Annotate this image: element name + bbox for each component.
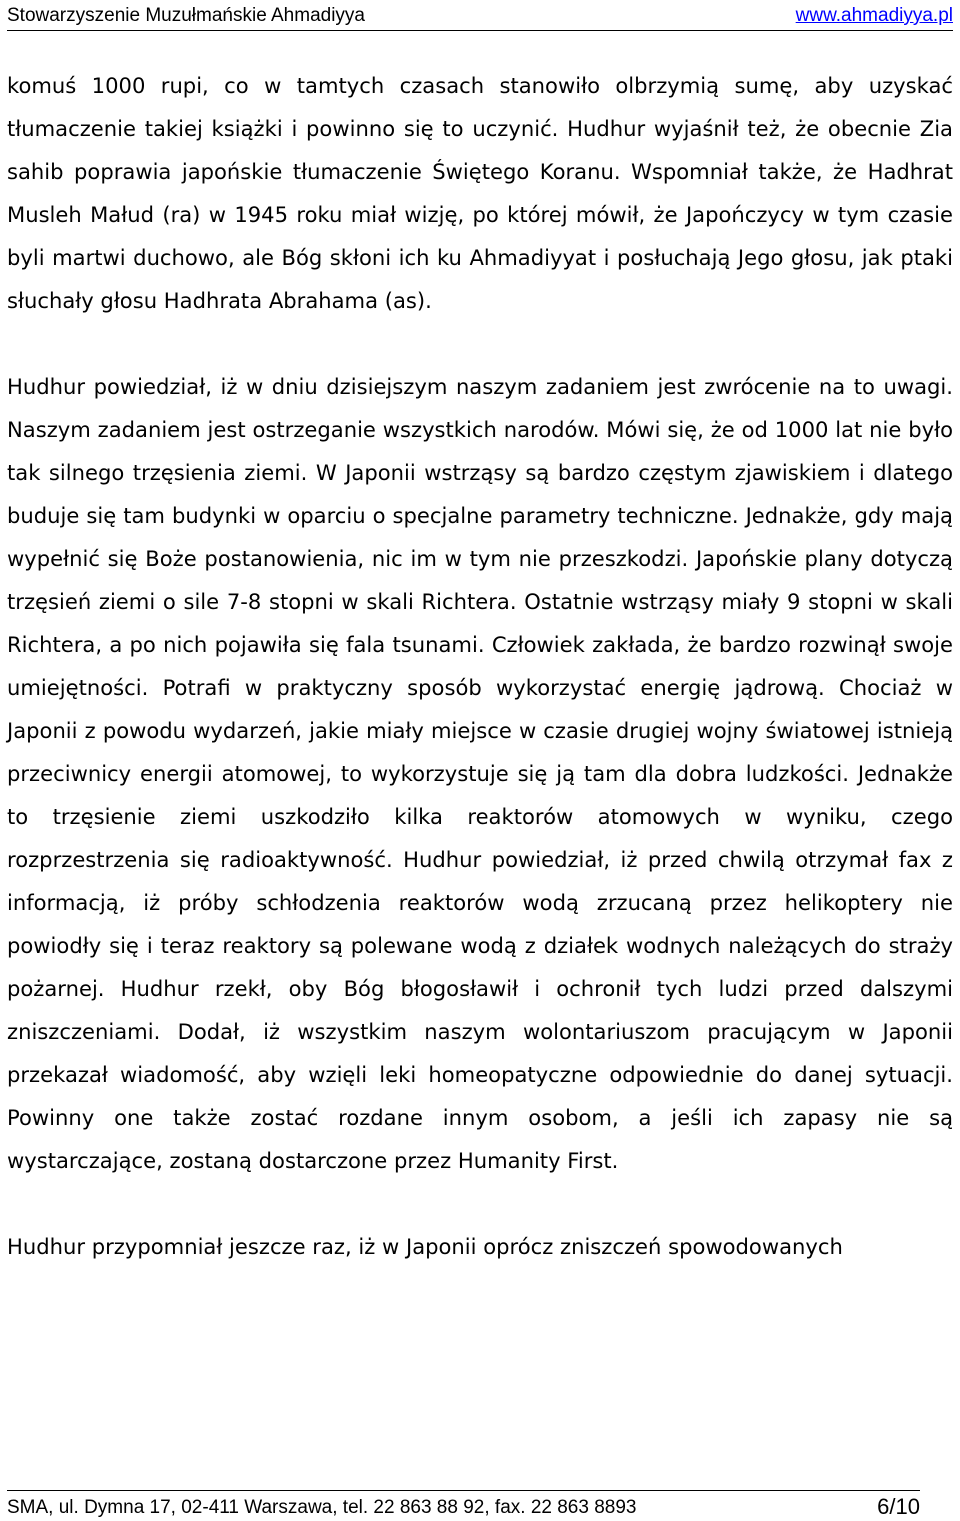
paragraph-spacer — [7, 322, 953, 365]
page-header — [7, 2, 953, 31]
paragraph-3: Hudhur przypomniał jeszcze raz, iż w Japonii oprócz zniszczeń spowodowanych — [7, 1234, 843, 1259]
paragraph-2: Hudhur powiedział, iż w dniu dzisiejszym naszym zadaniem jest zwrócenie na to uwagi. Naszym zadaniem jest ostrzeganie wszystkich narodów. Mówi się, że od 1000 lat nie było tak silnego trzęsienia ziemi. W Japonii wstrząsy są bardzo częstym zjawiskiem i dlatego buduje się tam budynki w oparciu o specjalne parametry techniczne. Jednakże, gdy mają wypełnić się Boże postanowienia, nic im w tym nie przeszkodzi. Japońskie plany dotyczą trzęsień ziemi o sile 7-8 stopni w skali Richtera. Ostatnie wstrząsy miały 9 stopni w skali Richtera, a po nich pojawiła się fala tsunami. Człowiek zakłada, że bardzo rozwinął swoje umiejętności. Potrafi w praktyczny sposób wykorzystać energię jądrową. Chociaż w Japonii z powodu wydarzeń, jakie miały miejsce w czasie drugiej wojny światowej istnieją przeciwnicy energii atomowej, to wykorzystuje się ją tam dla dobra ludzkości. Jednakże to trzęsienie ziemi uszkodziło kilka reaktorów atomowych w wyniku, czego rozprzestrzenia się radioaktywność. Hudhur powiedział, iż przed chwilą otrzymał fax z informacją, iż próby schłodzenia reaktorów wodą zrzucaną przez helikoptery nie powiodły się i teraz reaktory są polewane wodą z działek wodnych należących do straży pożarnej. Hudhur rzekł, oby Bóg błogosławił i ochronił tych ludzi przed dalszymi zniszczeniami. Dodał, iż wszystkim naszym wolontariuszom pracującym w Japonii przekazał wiadomość, aby wzięli leki homeopatyczne odpowiednie do danej sytuacji. Powinny one także zostać rozdane innym osobom, a jeśli ich zapasy nie są wystarczające, zostaną dostarczone przez Humanity First. — [7, 374, 953, 1173]
website-link[interactable]: www.ahmadiyya.pl — [795, 5, 953, 26]
paragraph-1: komuś 1000 rupi, co w tamtych czasach stanowiło olbrzymią sumę, aby uzyskać tłumaczenie takiej książki i powinno się to uczynić. Hudhur wyjaśnił też, że obecnie Zia sahib poprawia japońskie tłumaczenie Świętego Koranu. Wspomniał także, że Hadhrat Musleh Małud (ra) w 1945 roku miał wizję, po której mówił, że Japończycy w tym czasie byli martwi duchowo, ale Bóg skłoni ich ku Ahmadiyyat i posłuchają Jego głosu, jak ptaki słuchały głosu Hadhrata Abrahama (as). — [7, 73, 953, 313]
footer-address: SMA, ul. Dymna 17, 02-411 Warszawa, tel. 22 863 88 92, fax. 22 863 8893 — [7, 1497, 637, 1518]
organization-name: Stowarzyszenie Muzułmańskie Ahmadiyya — [7, 5, 365, 26]
page-number: 6/10 — [877, 1494, 920, 1519]
document-body — [7, 64, 953, 1268]
page-footer — [7, 1490, 920, 1521]
paragraph-spacer — [7, 1182, 953, 1225]
